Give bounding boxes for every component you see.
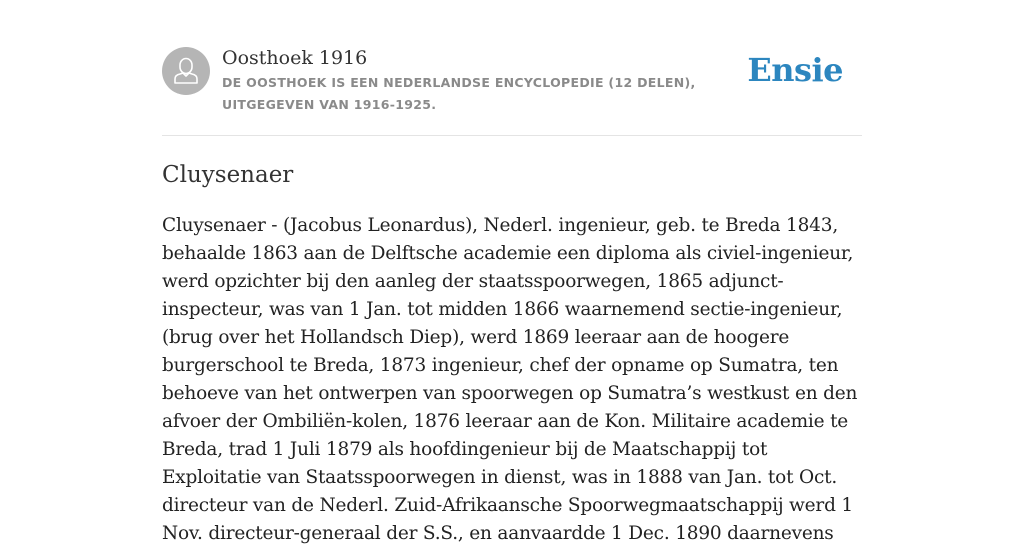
source-title[interactable]: Oosthoek 1916	[222, 47, 368, 69]
ensie-logo[interactable]: Ensie	[747, 51, 843, 89]
user-placeholder-icon	[162, 47, 210, 95]
article-body: Cluysenaer - (Jacobus Leonardus), Nederl. ingenieur, geb. te Breda 1843, behaalde 1863 aan de Delftsche academie een diploma als civiel-ingenieur, werd opzichter bij den aanleg der staatsspoorwegen, 1865 adjunct-inspecteur, was van 1 Jan. tot midden 1866 waarnemend sectie-ingenieur, (brug over het Hollandsch Diep), werd 1869 leeraar aan de hoogere burgerschool te Breda, 1873 ingenieur, chef der opname op Sumatra, ten behoeve van het ontwerpen van spoorwegen op Sumatra’s westkust en den afvoer der Ombiliën-kolen, 1876 leeraar aan de Kon. Militaire academie te Breda, trad 1 Juli 1879 als hoofdingenieur bij de Maatschappij tot Exploitatie van Staatsspoorwegen in dienst, was in 1888 van Jan. tot Oct. directeur van de Nederl. Zuid-Afrikaansche Spoorwegmaatschappij werd 1 Nov. directeur-generaal der S.S., en aanvaardde 1 Dec. 1890 daarnevens	[162, 215, 858, 544]
source-header	[162, 46, 862, 116]
avatar[interactable]	[162, 47, 210, 95]
source-description: DE OOSTHOEK IS EEN NEDERLANDSE ENCYCLOPEDIE (12 DELEN), UITGEGEVEN VAN 1916-1925.	[222, 75, 696, 112]
article-title: Cluysenaer	[162, 162, 294, 188]
header-divider	[162, 135, 862, 136]
